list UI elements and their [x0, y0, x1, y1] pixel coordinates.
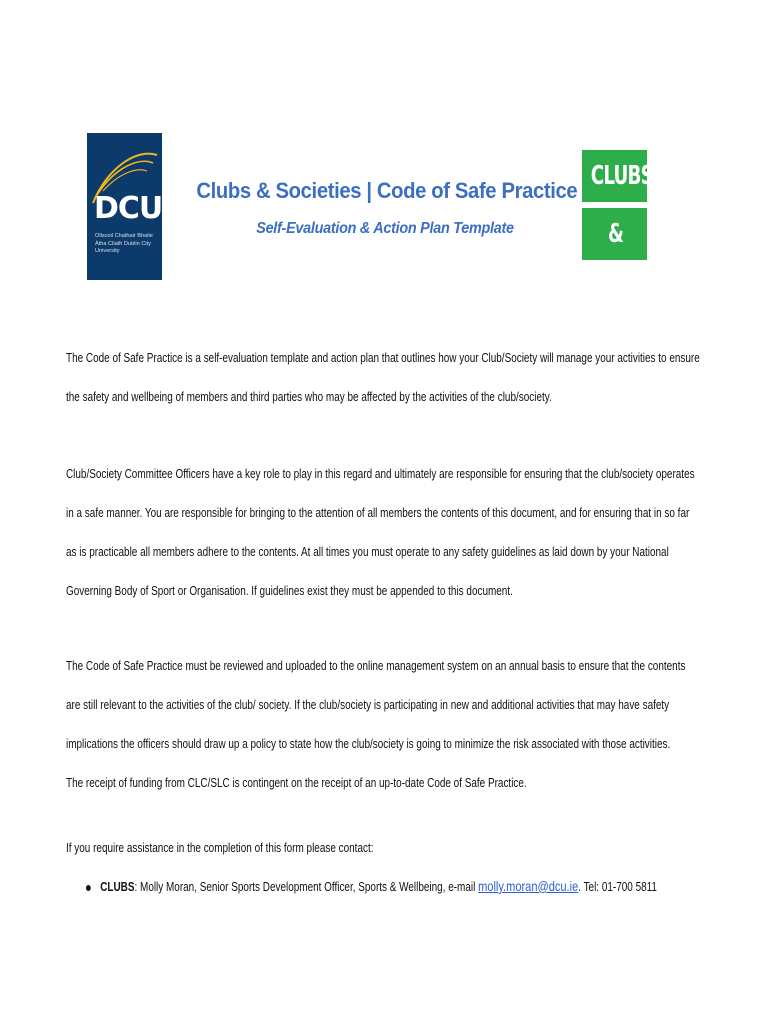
email-link[interactable]: molly.moran@dcu.ie: [478, 878, 579, 894]
contact-list-item: [86, 878, 657, 894]
text-line: as is practicable all members adhere to the contents. At all times you must operate to any safety guidelines as laid down by your National: [66, 545, 669, 559]
contact-details: : Molly Moran, Senior Sports Development Officer, Sports & Wellbeing, e-mail: [134, 880, 479, 894]
paragraph-officers: [66, 455, 716, 611]
text-line: If you require assistance in the completion of this form please contact:: [66, 841, 374, 855]
text-line: are still relevant to the activities of the club/ society. If the club/society is participating in new and additional activities that may have safety: [66, 698, 670, 712]
paragraph-contact-intro: [66, 829, 716, 868]
paragraph-intro: [66, 339, 716, 417]
contact-label: CLUBS: [100, 880, 135, 894]
paragraph-review: [66, 647, 716, 803]
text-line: in a safe manner. You are responsible for bringing to the attention of all members the contents of this document, and for ensuring that in so far: [66, 506, 690, 520]
contact-phone: . Tel: 01-700 5811: [578, 880, 657, 894]
clubs-socs-logo: [582, 150, 654, 301]
clubs-socs-logo-top: CLUBS: [582, 150, 647, 202]
dcu-subtext: Ollscoil Chathair Bhaile Átha Cliath Dublin City University: [95, 233, 153, 254]
dcu-wordmark: DCU: [94, 191, 162, 226]
page-subtitle: Self-Evaluation & Action Plan Template: [256, 220, 514, 237]
text-line: Club/Society Committee Officers have a key role to play in this regard and ultimately are responsible for ensuring that the club/society operates: [66, 467, 695, 481]
page-title: Clubs & Societies | Code of Safe Practice: [196, 178, 578, 203]
bullet-icon: [86, 885, 91, 891]
dcu-logo: [87, 133, 162, 280]
text-line: The receipt of funding from CLC/SLC is contingent on the receipt of an up-to-date Code of Safe Practice.: [66, 776, 527, 790]
text-line: The Code of Safe Practice must be reviewed and uploaded to the online management system on an annual basis to ensure that the contents: [66, 659, 686, 673]
clubs-socs-logo-bottom: & SOCS: [582, 208, 647, 260]
title-block: [180, 178, 590, 238]
text-line: The Code of Safe Practice is a self-evaluation template and action plan that outlines how your Club/Society will manage your activities to ensure: [66, 351, 700, 365]
text-line: implications the officers should draw up a policy to state how the club/society is going to minimize the risk associated with those activities.: [66, 737, 671, 751]
text-line: Governing Body of Sport or Organisation. If guidelines exist they must be appended to this document.: [66, 584, 513, 598]
text-line: the safety and wellbeing of members and third parties who may be affected by the activities of the club/society.: [66, 390, 552, 404]
